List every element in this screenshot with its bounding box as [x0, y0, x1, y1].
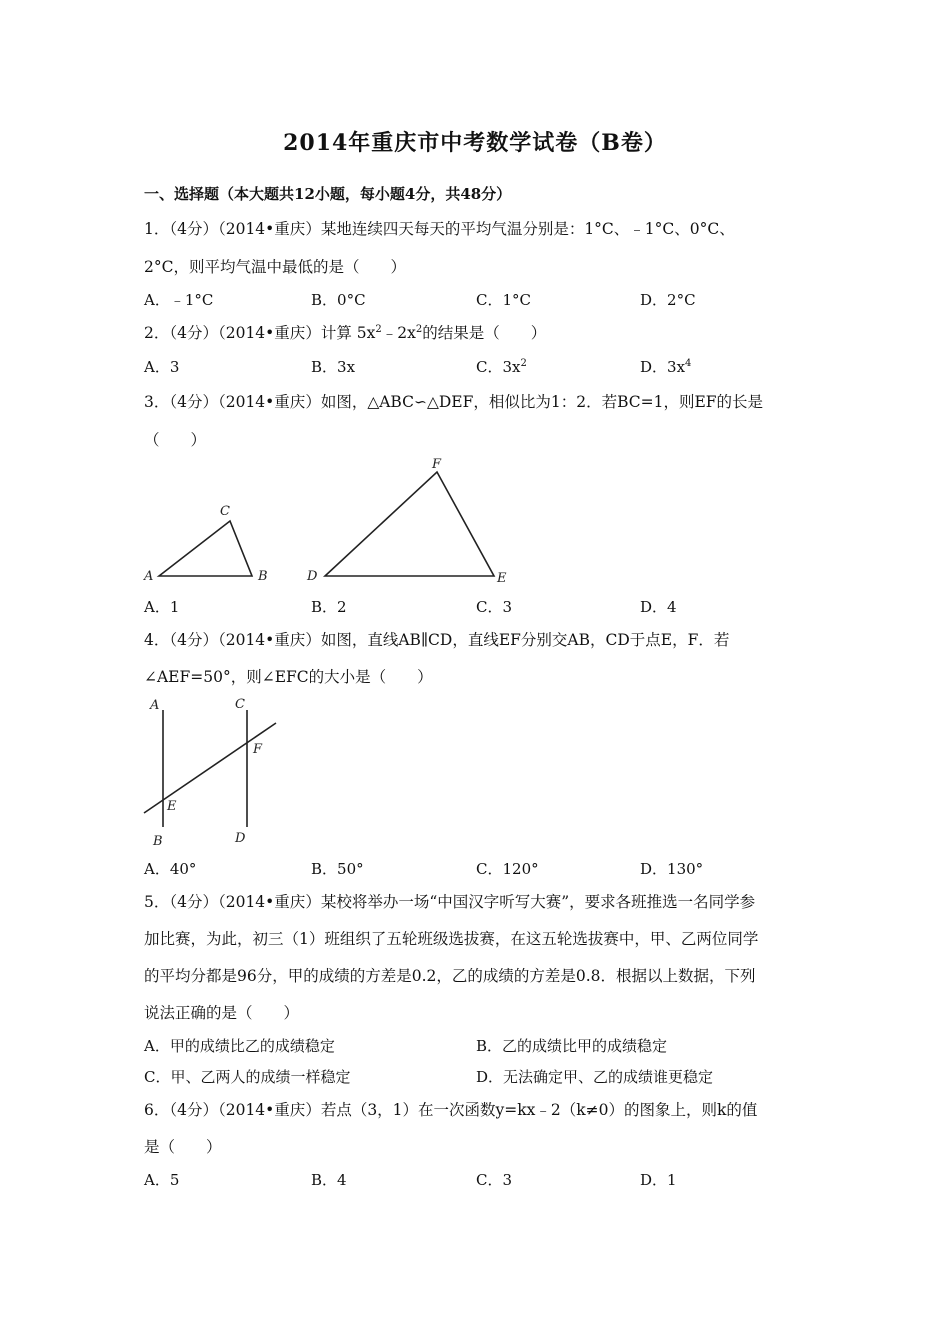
q1-option-d: D．2°C	[640, 291, 696, 309]
triangle-def	[325, 472, 494, 576]
label-c: C	[235, 697, 245, 712]
q3-stem-line2: （ ）	[144, 431, 207, 449]
q5-stem-line1: 5．（4分）（2014•重庆）某校将举办一场“中国汉字听写大赛”，要求各班推选一名同学参	[144, 893, 756, 911]
q3-triangles-figure	[140, 455, 520, 590]
q2-option-a: A．3	[144, 358, 180, 376]
line-ef	[144, 723, 276, 813]
q1-option-c: C．1°C	[476, 291, 531, 309]
q1-option-a: A．﹣1°C	[144, 291, 214, 309]
q3-option-d: D．4	[640, 598, 677, 616]
label-d: D	[235, 831, 246, 846]
q6-stem-line1: 6．（4分）（2014•重庆）若点（3，1）在一次函数y=kx﹣2（k≠0）的图象上，则k的值	[144, 1101, 758, 1119]
q4-stem-line2: ∠AEF=50°，则∠EFC的大小是（ ）	[144, 668, 433, 686]
label-b: B	[153, 834, 163, 849]
q6-stem-line2: 是（ ）	[144, 1138, 222, 1156]
q5-option-c: C．甲、乙两人的成绩一样稳定	[144, 1068, 351, 1086]
label-a: A	[144, 569, 154, 584]
q4-option-b: B．50°	[311, 860, 364, 878]
q5-stem-line4: 说法正确的是（ ）	[144, 1004, 300, 1022]
triangle-abc	[159, 521, 252, 576]
q2-option-d-text: D．3x	[640, 358, 686, 376]
q2-option-c-text: C．3x	[476, 358, 521, 376]
q3-option-c: C．3	[476, 598, 513, 616]
q6-option-c: C．3	[476, 1171, 513, 1189]
label-e: E	[167, 799, 177, 814]
q2-option-d-exp: 4	[685, 358, 692, 369]
q6-option-b: B．4	[311, 1171, 347, 1189]
section-heading: 一、选择题（本大题共12小题，每小题4分，共48分）	[144, 185, 512, 203]
q2-stem-part3: 的结果是（ ）	[422, 324, 547, 342]
label-e: E	[497, 571, 507, 586]
label-b: B	[258, 569, 268, 584]
q2-option-c-exp: 2	[520, 358, 527, 369]
q2-exp2: 2	[415, 324, 423, 335]
q5-option-a: A．甲的成绩比乙的成绩稳定	[144, 1037, 335, 1055]
q2-option-c	[476, 356, 527, 377]
q2-stem-part2: ﹣2x	[381, 324, 416, 342]
q4-option-c: C．120°	[476, 860, 539, 878]
q2-option-d	[640, 356, 691, 377]
q1-option-b: B．0°C	[311, 291, 366, 309]
q4-option-a: A．40°	[144, 860, 197, 878]
label-c: C	[220, 504, 230, 519]
page-title: 2014年重庆市中考数学试卷（B卷）	[283, 130, 667, 156]
q4-option-d: D．130°	[640, 860, 704, 878]
label-f: F	[253, 742, 263, 757]
q2-option-b: B．3x	[311, 358, 356, 376]
q2-stem-part1: 2．（4分）（2014•重庆）计算 5x	[144, 324, 376, 342]
label-f: F	[432, 457, 442, 472]
q1-stem-line2: 2°C，则平均气温中最低的是（ ）	[144, 258, 406, 276]
q5-option-d: D．无法确定甲、乙的成绩谁更稳定	[476, 1068, 714, 1086]
q5-stem-line3: 的平均分都是96分，甲的成绩的方差是0.2，乙的成绩的方差是0.8．根据以上数据，下列	[144, 967, 756, 985]
q6-option-a: A．5	[144, 1171, 180, 1189]
q5-stem-line2: 加比赛，为此，初三（1）班组织了五轮班级选拔赛，在这五轮选拔赛中，甲、乙两位同学	[144, 930, 759, 948]
q3-option-b: B．2	[311, 598, 347, 616]
label-d: D	[307, 569, 318, 584]
q3-option-a: A．1	[144, 598, 180, 616]
q4-parallel-lines-figure	[140, 692, 285, 852]
q1-stem-line1: 1．（4分）（2014•重庆）某地连续四天每天的平均气温分别是：1°C、﹣1°C、0°C、	[144, 220, 735, 238]
q2-exp1: 2	[375, 324, 382, 335]
label-a: A	[150, 698, 160, 713]
q3-stem-line1: 3．（4分）（2014•重庆）如图，△ABC∽△DEF，相似比为1：2．若BC=1，则EF的长是	[144, 393, 764, 411]
q5-option-b: B．乙的成绩比甲的成绩稳定	[476, 1037, 668, 1055]
q6-option-d: D．1	[640, 1171, 677, 1189]
q2-stem	[144, 321, 546, 343]
q4-stem-line1: 4．（4分）（2014•重庆）如图，直线AB∥CD，直线EF分别交AB，CD于点E，F．若	[144, 631, 730, 649]
